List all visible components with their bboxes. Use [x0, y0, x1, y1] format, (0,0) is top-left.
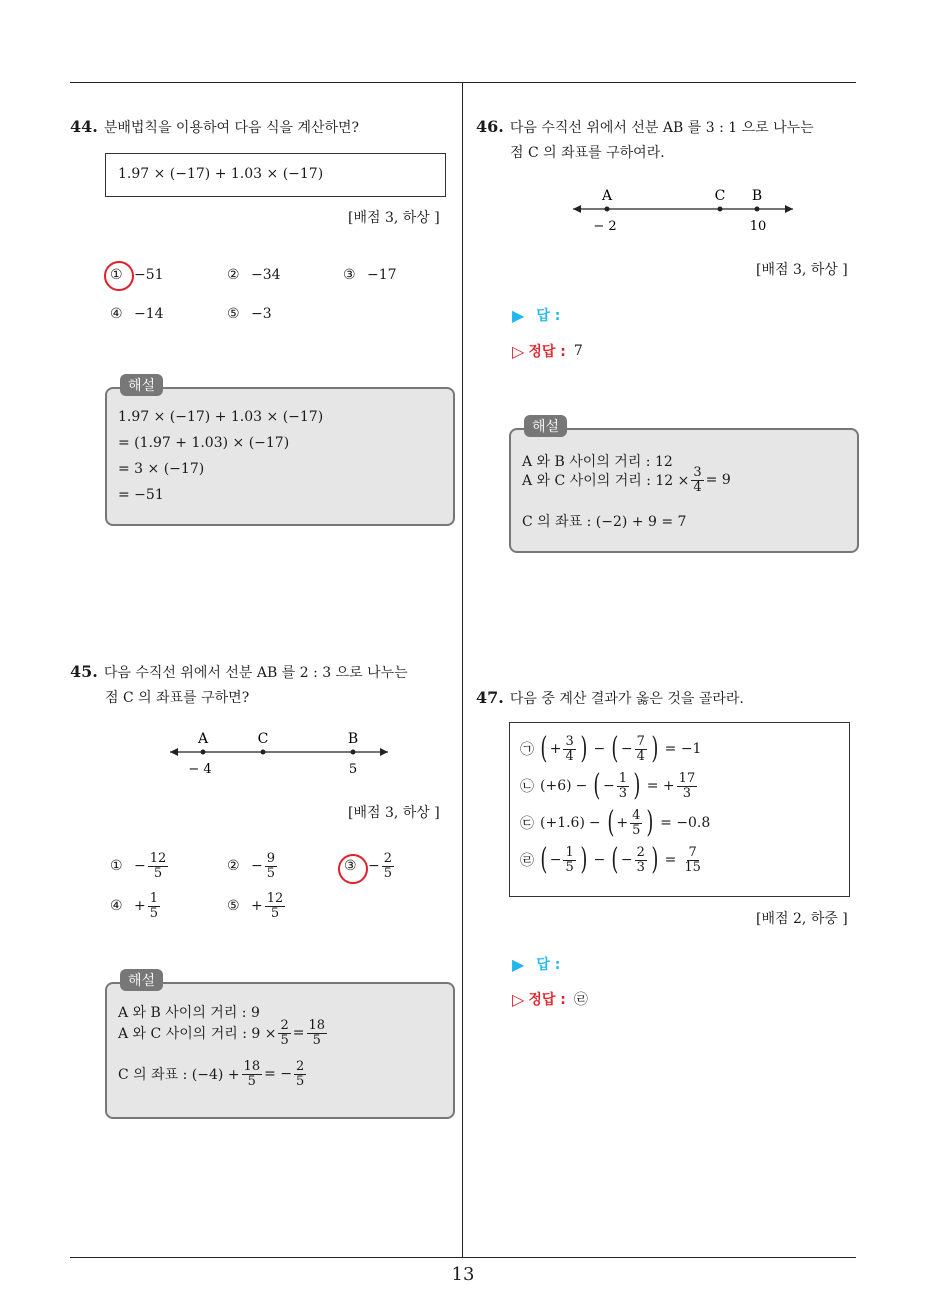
q45-point-a — [201, 750, 206, 755]
q46-solution-line-3: C 의 좌표 : (−2) + 9 = 7 — [522, 514, 687, 530]
column-divider — [462, 83, 463, 1257]
q45-choice-1[interactable]: ① − $\frac{12}{5}$ — [110, 851, 167, 881]
q46-value-a: − 2 — [593, 219, 617, 234]
q47-score: [배점 2, 하중 ] — [756, 911, 848, 927]
q46-answer-label: 답 : — [536, 308, 561, 324]
q44-number: 44. — [70, 117, 98, 136]
q44-solution-box — [105, 387, 455, 526]
q46-value-b: 10 — [749, 219, 767, 234]
q45-choice-2[interactable]: ② − $\frac{9}{5}$ — [227, 851, 276, 881]
q46-label-b: B — [751, 188, 763, 204]
q46-key-value: 7 — [573, 343, 583, 359]
q47-answer-arrow-icon: ▶ — [512, 954, 525, 974]
q45-number: 45. — [70, 662, 98, 681]
q45-prompt-line2: 점 C 의 좌표를 구하면? — [105, 690, 250, 706]
q46-solution-line-1: A 와 B 사이의 거리 : 12 — [522, 454, 673, 470]
q46-label-c: C — [714, 188, 726, 204]
bottom-rule — [70, 1257, 856, 1258]
q46-number: 46. — [476, 117, 504, 136]
q46-key-row — [512, 341, 583, 361]
q47-item-a[interactable]: ㉠ ( + $\frac{3}{4}$ ) − ( − $\frac{7}{4}$ ) = −1 — [520, 731, 702, 766]
q45-value-a: − 4 — [188, 762, 212, 777]
q47-item-b[interactable]: ㉡ (+6) − ( − $\frac{1}{3}$ ) = + $\frac{17}{3}$ — [520, 768, 696, 803]
q47-key-value: ㉣ — [573, 992, 588, 1008]
q44-solution-line: = −51 — [118, 487, 164, 503]
q44-choice-3[interactable]: ③ −17 — [343, 267, 397, 283]
top-rule — [70, 82, 856, 83]
q45-prompt-line1: 45. 다음 수직선 위에서 선분 AB 를 2 : 3 으로 나누는 — [70, 662, 408, 681]
q46-solution-tag: 해설 — [524, 415, 567, 437]
q45-label-a: A — [197, 731, 209, 747]
q47-answer-row[interactable] — [512, 954, 560, 974]
q44-expression-box — [105, 153, 446, 197]
q45-point-b — [351, 750, 356, 755]
q45-choice-3[interactable]: ③ − $\frac{2}{5}$ — [344, 851, 393, 881]
q47-key-arrow-icon: ▷ — [512, 989, 525, 1009]
q45-point-c — [261, 750, 266, 755]
page-number: 13 — [451, 1264, 475, 1285]
q45-number-line — [160, 725, 400, 785]
q47-prompt: 47. 다음 중 계산 결과가 옳은 것을 골라라. — [476, 688, 744, 707]
q44-choice-2[interactable]: ② −34 — [227, 267, 281, 283]
q45-choice-4[interactable]: ④ + $\frac{1}{5}$ — [110, 891, 159, 921]
q45-solution-line-2: A 와 C 사이의 거리 : 9 × $\frac{2}{5}$ = $\frac{18}{5}$ — [118, 1018, 326, 1048]
q47-item-d[interactable]: ㉣ ( − $\frac{1}{5}$ ) − ( − $\frac{2}{3}$ ) = $\frac{7}{15}$ — [520, 842, 701, 877]
q46-point-c — [718, 207, 723, 212]
q45-value-b: 5 — [348, 762, 358, 777]
q44-solution-line: = (1.97 + 1.03) × (−17) — [118, 435, 290, 451]
q44-solution-line: 1.97 × (−17) + 1.03 × (−17) — [118, 409, 324, 425]
q46-prompt-line2: 점 C 의 좌표를 구하여라. — [510, 145, 665, 161]
q44-choice-1[interactable]: ① −51 — [110, 267, 164, 283]
q44-solution-tag: 해설 — [120, 374, 163, 396]
q46-key-label: 정답 : — [528, 344, 566, 360]
q44-score: [배점 3, 하상 ] — [348, 210, 440, 226]
q47-key-row — [512, 989, 588, 1009]
q45-solution-line-3: C 의 좌표 : (−4) + $\frac{18}{5}$ = − $\frac{2}{5}$ — [118, 1059, 305, 1089]
q47-answer-label: 답 : — [536, 957, 561, 973]
q46-point-b — [755, 207, 760, 212]
q47-item-c[interactable]: ㉢ (+1.6) − ( + $\frac{4}{5}$ ) = −0.8 — [520, 805, 711, 840]
q46-number-line — [565, 182, 805, 242]
q47-key-label: 정답 : — [528, 992, 566, 1008]
q45-label-b: B — [347, 731, 359, 747]
q46-solution-line-2: A 와 C 사이의 거리 : 12 × $\frac{3}{4}$ = 9 — [522, 465, 731, 495]
q46-label-a: A — [601, 188, 613, 204]
q44-choice-5[interactable]: ⑤ −3 — [227, 306, 272, 322]
q46-prompt-line1: 46. 다음 수직선 위에서 선분 AB 를 3 : 1 으로 나누는 — [476, 117, 814, 136]
q45-solution-line-1: A 와 B 사이의 거리 : 9 — [118, 1005, 260, 1021]
q46-score: [배점 3, 하상 ] — [756, 262, 848, 278]
q46-answer-arrow-icon: ▶ — [512, 305, 525, 325]
q45-solution-tag: 해설 — [120, 969, 163, 991]
q47-number: 47. — [476, 688, 504, 707]
q44-solution-line: = 3 × (−17) — [118, 461, 205, 477]
q45-score: [배점 3, 하상 ] — [348, 805, 440, 821]
q46-key-arrow-icon: ▷ — [512, 341, 525, 361]
q44-prompt: 44. 분배법칙을 이용하여 다음 식을 계산하면? — [70, 117, 360, 136]
q46-point-a — [605, 207, 610, 212]
q46-answer-row[interactable] — [512, 305, 560, 325]
q45-label-c: C — [257, 731, 269, 747]
q45-choice-5[interactable]: ⑤ + $\frac{12}{5}$ — [227, 891, 284, 921]
q44-choice-4[interactable]: ④ −14 — [110, 306, 164, 322]
q44-expression: 1.97 × (−17) + 1.03 × (−17) — [118, 166, 324, 182]
